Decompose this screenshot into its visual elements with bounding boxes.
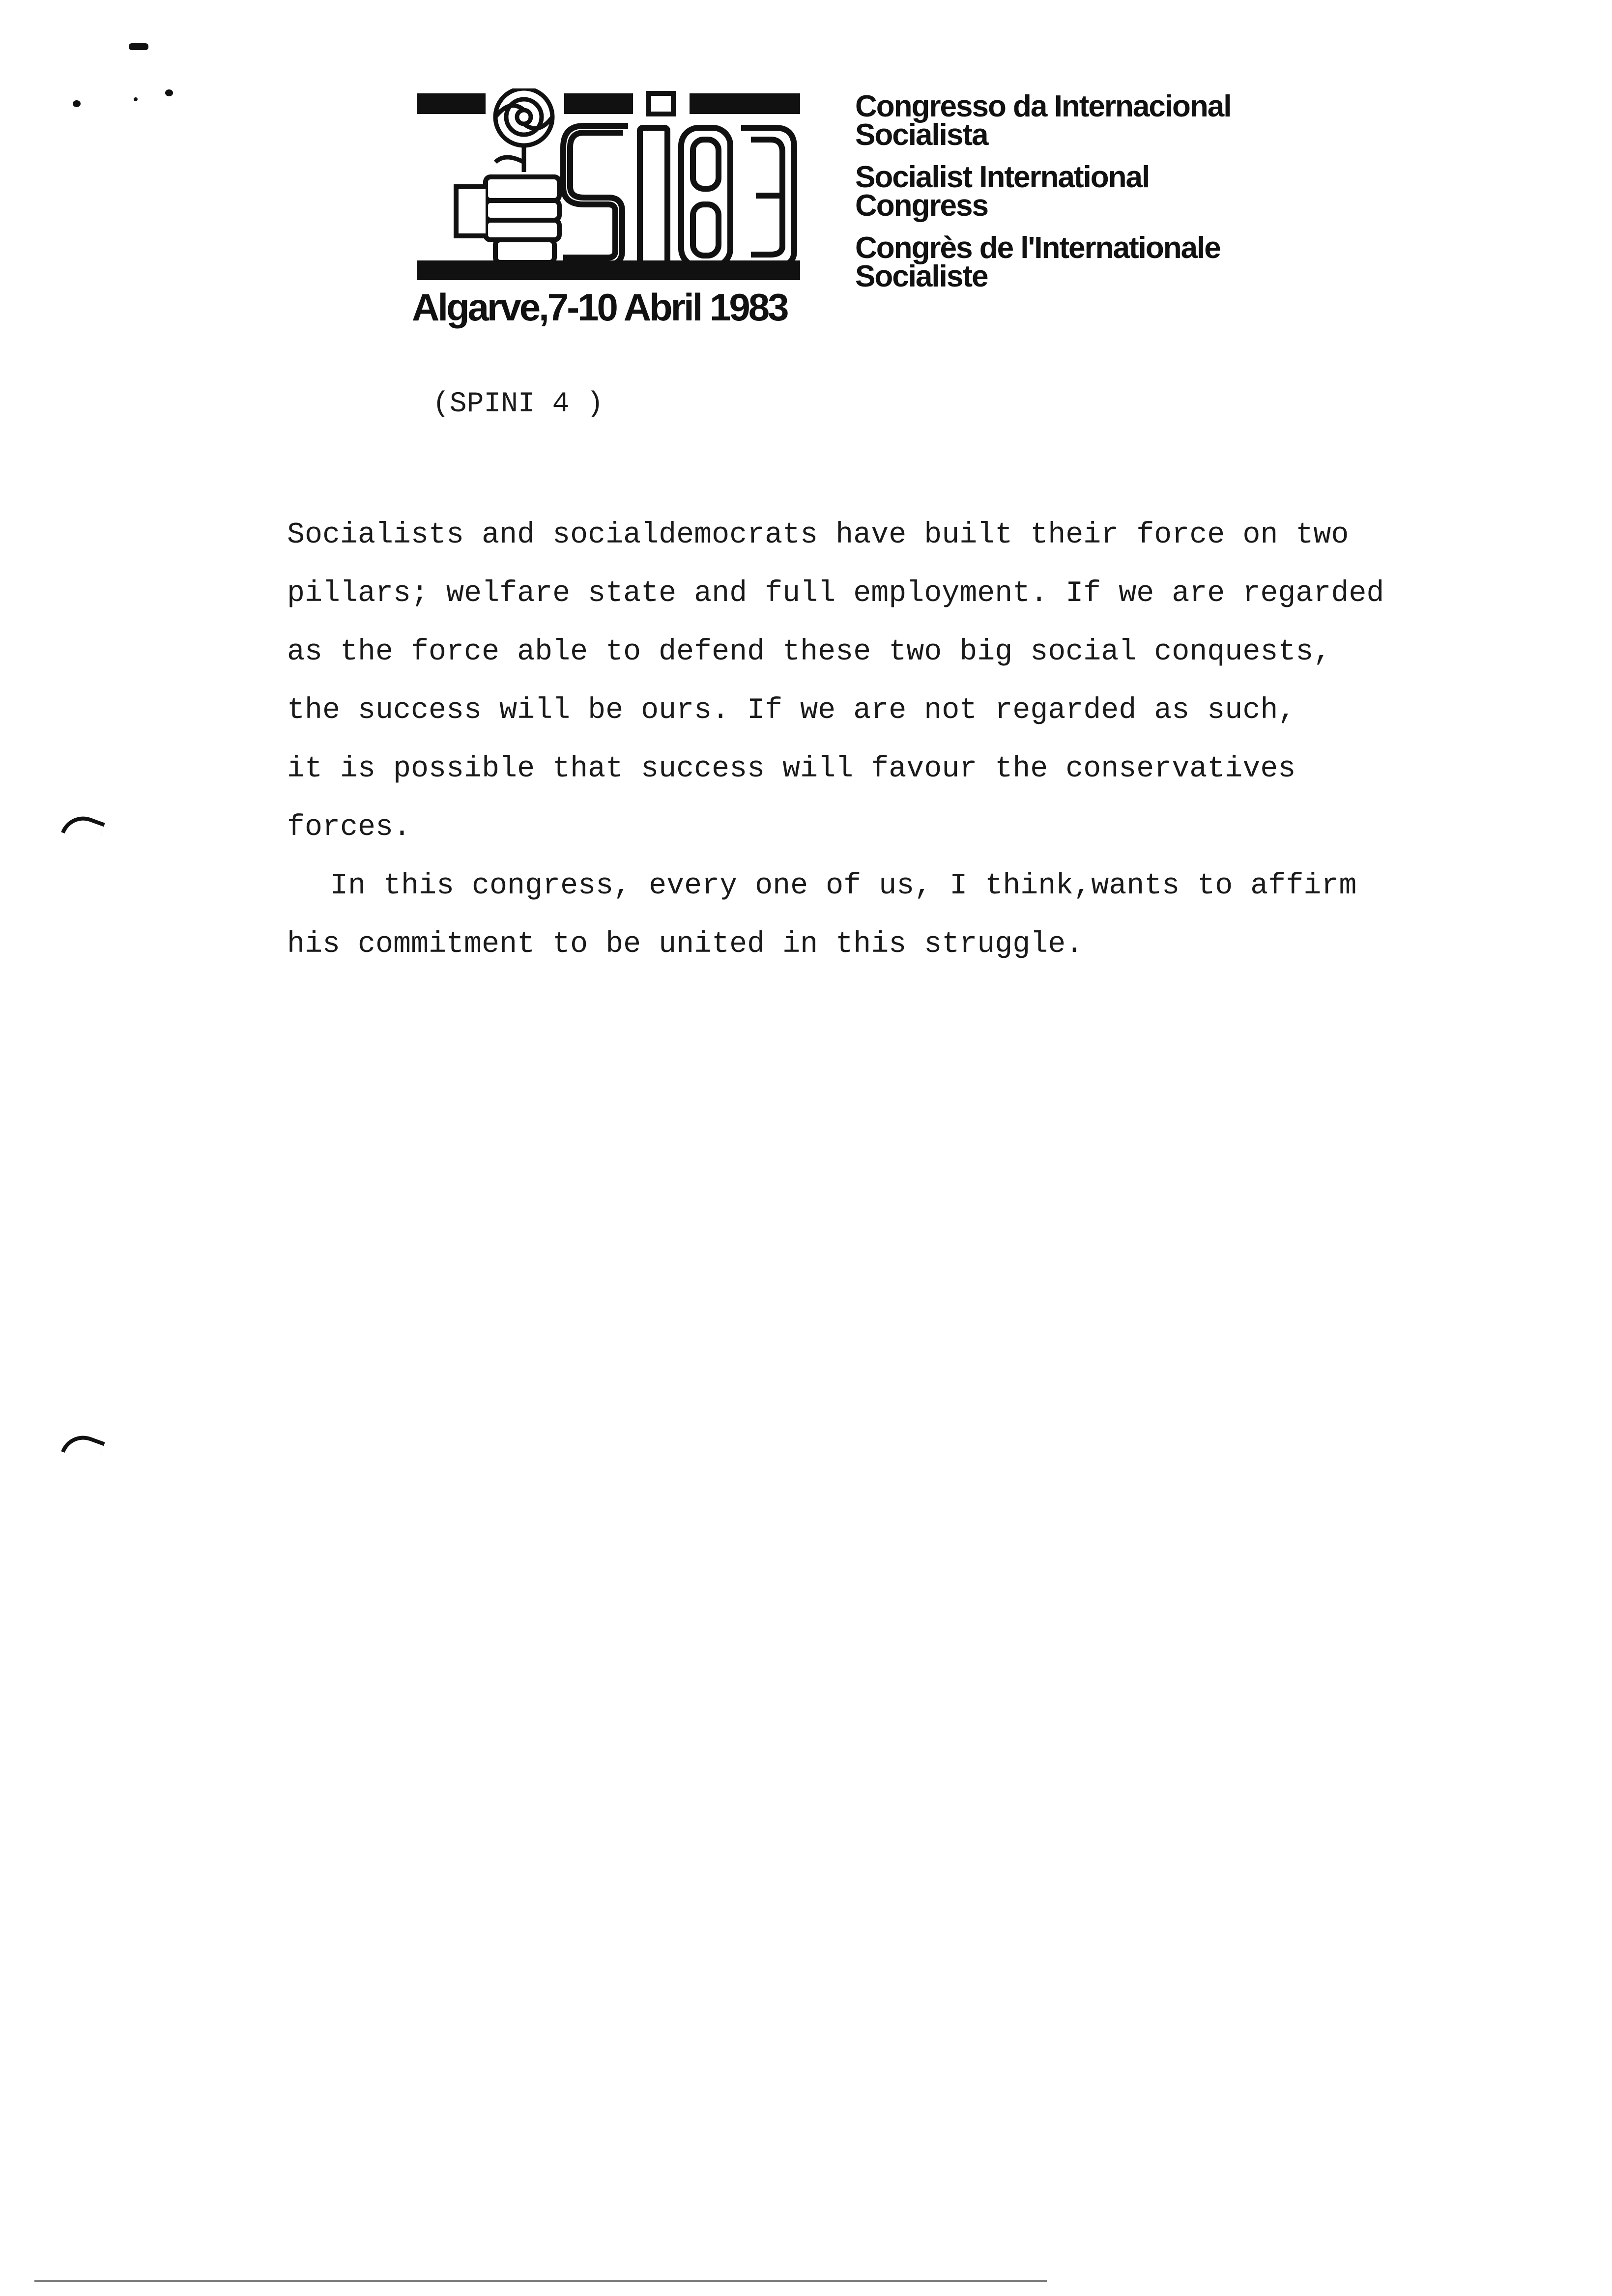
document-reference: (SPINI 4 ) (432, 388, 604, 420)
text-line: forces. (287, 811, 411, 844)
stray-mark (129, 43, 148, 50)
congress-name-french (855, 231, 1297, 293)
speech-text (287, 506, 1584, 974)
congress-name-line: Socialist International (855, 160, 1150, 194)
text-line: his commitment to be united in this struggle. (287, 928, 1084, 961)
punch-hole-mark (61, 1429, 105, 1464)
si83-logo-graphic (412, 88, 805, 285)
text-line: the success will be ours. If we are not regarded as such, (287, 694, 1296, 727)
congress-name-line: Socialista (855, 118, 988, 152)
congress-name-portuguese (855, 89, 1297, 152)
text-line: Socialists and socialdemocrats have built their force on two (287, 518, 1349, 552)
scan-edge-line (34, 2280, 1047, 2282)
text-line: pillars; welfare state and full employment. If we are regarded (287, 577, 1384, 610)
congress-name-line: Congresso da Internacional (855, 89, 1231, 123)
congress-name-line: Congrès de l'Internationale (855, 231, 1220, 265)
stray-mark (165, 89, 173, 96)
stray-mark (134, 97, 138, 101)
congress-names (855, 89, 1297, 305)
congress-name-english (855, 160, 1297, 223)
congress-name-line: Socialiste (855, 259, 988, 293)
logo-caption: Algarve,7-10 Abril 1983 (412, 286, 787, 329)
text-line: it is possible that success will favour the conservatives (287, 752, 1296, 786)
stray-mark (73, 100, 81, 107)
congress-name-line: Congress (855, 189, 988, 223)
text-line: In this congress, every one of us, I think,wants to affirm (330, 869, 1357, 903)
text-line: as the force able to defend these two big social conquests, (287, 635, 1331, 669)
si83-logo (412, 88, 805, 344)
punch-hole-mark (61, 810, 105, 845)
